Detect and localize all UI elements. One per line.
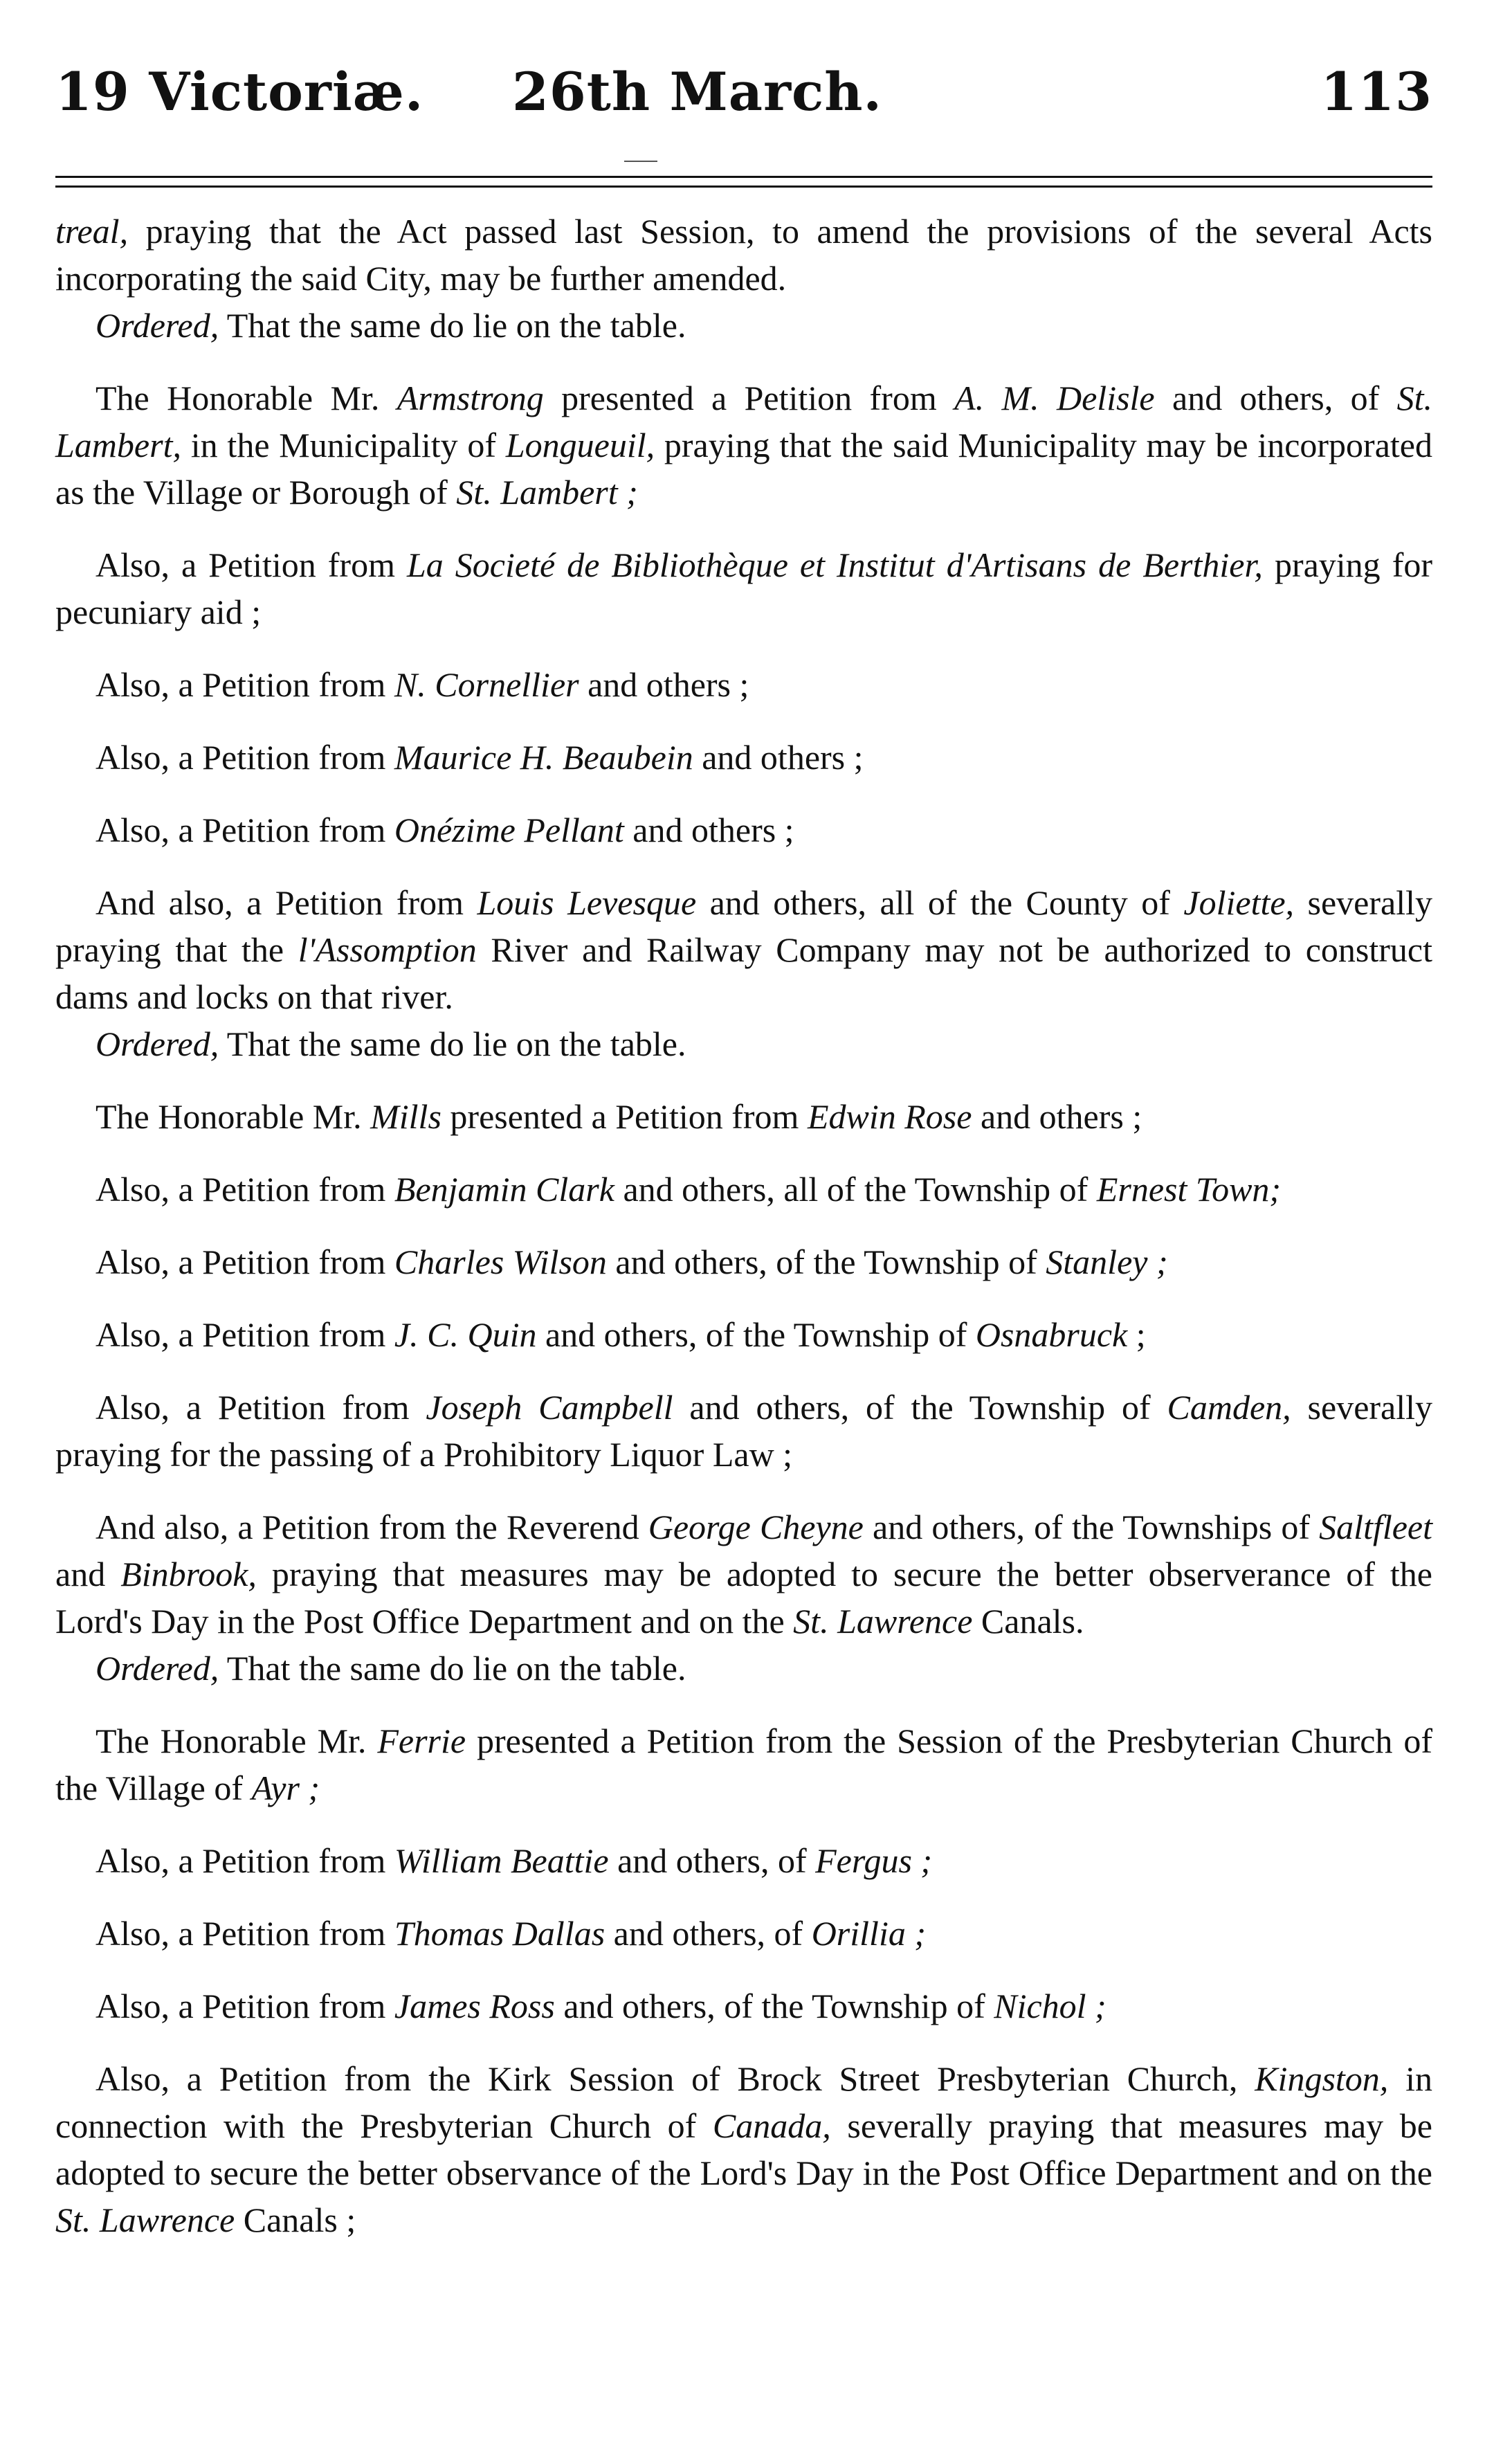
- text-segment: That the same do lie on the table.: [219, 1649, 686, 1688]
- italic-segment: La Societé de Bibliothèque et Institut d'Artisans de Berthier,: [406, 545, 1263, 584]
- italic-segment: Ordered,: [95, 1649, 219, 1688]
- text-segment: Also, a Petition from: [95, 1987, 394, 2025]
- text-segment: praying that the Act passed last Session, to amend the provisions of the several Acts incorporating the said City, may be further amended.: [55, 212, 1432, 298]
- text-segment: Also, a Petition from: [95, 1315, 394, 1354]
- italic-segment: St. Lambert,: [55, 379, 1433, 464]
- text-segment: and others, of the Townships of: [863, 1508, 1320, 1546]
- page-number: 113: [1320, 61, 1432, 123]
- italic-segment: Maurice H. Beaubein: [394, 738, 693, 777]
- text-segment: Also, a Petition from: [95, 1170, 394, 1209]
- italic-segment: Thomas Dallas: [394, 1914, 605, 1953]
- italic-segment: Canada,: [712, 2106, 831, 2145]
- italic-segment: Nichol ;: [994, 1987, 1106, 2025]
- paragraph: [55, 806, 1432, 853]
- text-segment: praying for pecuniary aid ;: [55, 545, 1432, 631]
- text-segment: ;: [1127, 1315, 1146, 1354]
- italic-segment: Joseph Campbell: [426, 1388, 673, 1427]
- text-segment: and others, all of the Township of: [614, 1170, 1097, 1209]
- text-segment: severally praying for the passing of a Prohibitory Liquor Law ;: [55, 1388, 1433, 1474]
- italic-segment: Charles Wilson: [394, 1242, 607, 1281]
- paragraph: [55, 661, 1432, 708]
- paragraph: [55, 374, 1432, 516]
- text-segment: severally praying that measures may be adopted to secure the better observance of the Lord's Day in the Post Office Department and on the: [55, 2106, 1432, 2192]
- italic-segment: Binbrook,: [120, 1555, 257, 1593]
- text-segment: and others, of the Township of: [554, 1987, 994, 2025]
- paragraph: [55, 1837, 1432, 1884]
- text-segment: The Honorable Mr.: [95, 1097, 371, 1136]
- italic-segment: Edwin Rose: [807, 1097, 972, 1136]
- text-segment: and others ;: [972, 1097, 1142, 1136]
- text-segment: That the same do lie on the table.: [219, 1024, 686, 1063]
- italic-segment: James Ross: [394, 1987, 555, 2025]
- italic-segment: St. Lambert ;: [456, 473, 638, 512]
- paragraph: [55, 1384, 1432, 1478]
- paragraph: [55, 1166, 1432, 1213]
- italic-segment: Camden,: [1167, 1388, 1291, 1427]
- italic-segment: William Beattie: [394, 1841, 609, 1880]
- italic-segment: N. Cornellier: [394, 665, 579, 704]
- paragraph: [55, 2055, 1432, 2243]
- paragraph: [55, 1238, 1432, 1285]
- paragraph: [55, 1717, 1432, 1811]
- text-segment: And also, a Petition from the Reverend: [95, 1508, 648, 1546]
- text-segment: The Honorable Mr.: [95, 379, 397, 417]
- text-segment: and others, all of the County of: [696, 883, 1184, 922]
- italic-segment: Fergus ;: [815, 1841, 933, 1880]
- paragraph: [55, 1093, 1432, 1140]
- text-segment: Also, a Petition from: [95, 1388, 426, 1427]
- header-ornament: [624, 161, 657, 162]
- text-segment: Canals ;: [235, 2201, 356, 2239]
- italic-segment: St. Lawrence: [55, 2201, 235, 2239]
- text-segment: Also, a Petition from: [95, 545, 407, 584]
- text-segment: and others, of: [608, 1841, 816, 1880]
- text-segment: presented a Petition from: [441, 1097, 808, 1136]
- italic-segment: St. Lawrence: [793, 1602, 973, 1641]
- italic-segment: George Cheyne: [648, 1508, 864, 1546]
- text-segment: presented a Petition from the Session of the Presbyterian Church of the Village of: [55, 1721, 1432, 1807]
- text-segment: Also, a Petition from: [95, 811, 394, 849]
- italic-segment: Onézime Pellant: [394, 811, 624, 849]
- italic-segment: l'Assomption: [298, 930, 477, 969]
- italic-segment: J. C. Quin: [394, 1315, 537, 1354]
- text-segment: presented a Petition from: [543, 379, 955, 417]
- text-segment: and others, of the Township of: [536, 1315, 976, 1354]
- italic-segment: Louis Levesque: [477, 883, 697, 922]
- text-segment: severally praying that the: [55, 883, 1433, 969]
- body-text: [55, 208, 1432, 2269]
- italic-segment: Ayr ;: [251, 1769, 320, 1807]
- italic-segment: treal,: [55, 212, 129, 251]
- text-segment: and others, of: [605, 1914, 812, 1953]
- italic-segment: Benjamin Clark: [394, 1170, 614, 1209]
- paragraph: [55, 1503, 1432, 1645]
- paragraph: [55, 1311, 1432, 1358]
- italic-segment: Orillia ;: [811, 1914, 926, 1953]
- header-rule-bottom: [55, 186, 1432, 188]
- text-segment: and others ;: [623, 811, 794, 849]
- text-segment: Also, a Petition from the Kirk Session of Brock Street Presbyterian Church,: [95, 2059, 1255, 2098]
- text-segment: That the same do lie on the table.: [219, 306, 686, 345]
- italic-segment: Saltfleet: [1319, 1508, 1433, 1546]
- running-head: [55, 61, 1432, 137]
- italic-segment: Ernest Town;: [1096, 1170, 1282, 1209]
- italic-segment: Ordered,: [95, 306, 219, 345]
- italic-segment: Kingston,: [1255, 2059, 1389, 2098]
- session-label: 19 Victoriæ.: [55, 61, 424, 123]
- journal-page: [55, 0, 1432, 2449]
- text-segment: Also, a Petition from: [95, 1242, 394, 1281]
- paragraph: [55, 734, 1432, 781]
- text-segment: and others ;: [579, 665, 749, 704]
- text-segment: and others, of the Township of: [673, 1388, 1167, 1427]
- paragraph: [55, 302, 1432, 349]
- paragraph: [55, 1020, 1432, 1067]
- paragraph: [55, 208, 1432, 302]
- header-rule-top: [55, 176, 1432, 178]
- paragraph: [55, 1645, 1432, 1692]
- date-label: 26th March.: [512, 61, 882, 123]
- text-segment: Also, a Petition from: [95, 1841, 394, 1880]
- italic-segment: Stanley ;: [1046, 1242, 1168, 1281]
- text-segment: in the Municipality of: [181, 426, 506, 464]
- italic-segment: Armstrong: [397, 379, 544, 417]
- text-segment: in connection with the Presbyterian Church of: [55, 2059, 1432, 2145]
- italic-segment: Longueuil,: [505, 426, 655, 464]
- text-segment: praying that measures may be adopted to secure the better observerance of the Lord's Day in the Post Office Department and on the: [55, 1555, 1432, 1641]
- text-segment: and others, of: [1154, 379, 1397, 417]
- paragraph: [55, 1910, 1432, 1957]
- text-segment: Canals.: [972, 1602, 1084, 1641]
- text-segment: And also, a Petition from: [95, 883, 477, 922]
- text-segment: Also, a Petition from: [95, 665, 394, 704]
- italic-segment: Ordered,: [95, 1024, 219, 1063]
- italic-segment: Mills: [370, 1097, 441, 1136]
- text-segment: Also, a Petition from: [95, 1914, 394, 1953]
- paragraph: [55, 1982, 1432, 2030]
- text-segment: The Honorable Mr.: [95, 1721, 378, 1760]
- text-segment: praying that the said Municipality may be incorporated as the Village or Borough of: [55, 426, 1432, 512]
- italic-segment: Joliette,: [1183, 883, 1295, 922]
- paragraph: [55, 879, 1432, 1020]
- text-segment: and others, of the Township of: [606, 1242, 1046, 1281]
- text-segment: and others ;: [693, 738, 864, 777]
- italic-segment: Ferrie: [377, 1721, 466, 1760]
- paragraph: [55, 541, 1432, 635]
- text-segment: River and Railway Company may not be authorized to construct dams and locks on that river.: [55, 930, 1432, 1016]
- text-segment: Also, a Petition from: [95, 738, 394, 777]
- text-segment: and: [55, 1555, 121, 1593]
- italic-segment: Osnabruck: [975, 1315, 1128, 1354]
- italic-segment: A. M. Delisle: [954, 379, 1155, 417]
